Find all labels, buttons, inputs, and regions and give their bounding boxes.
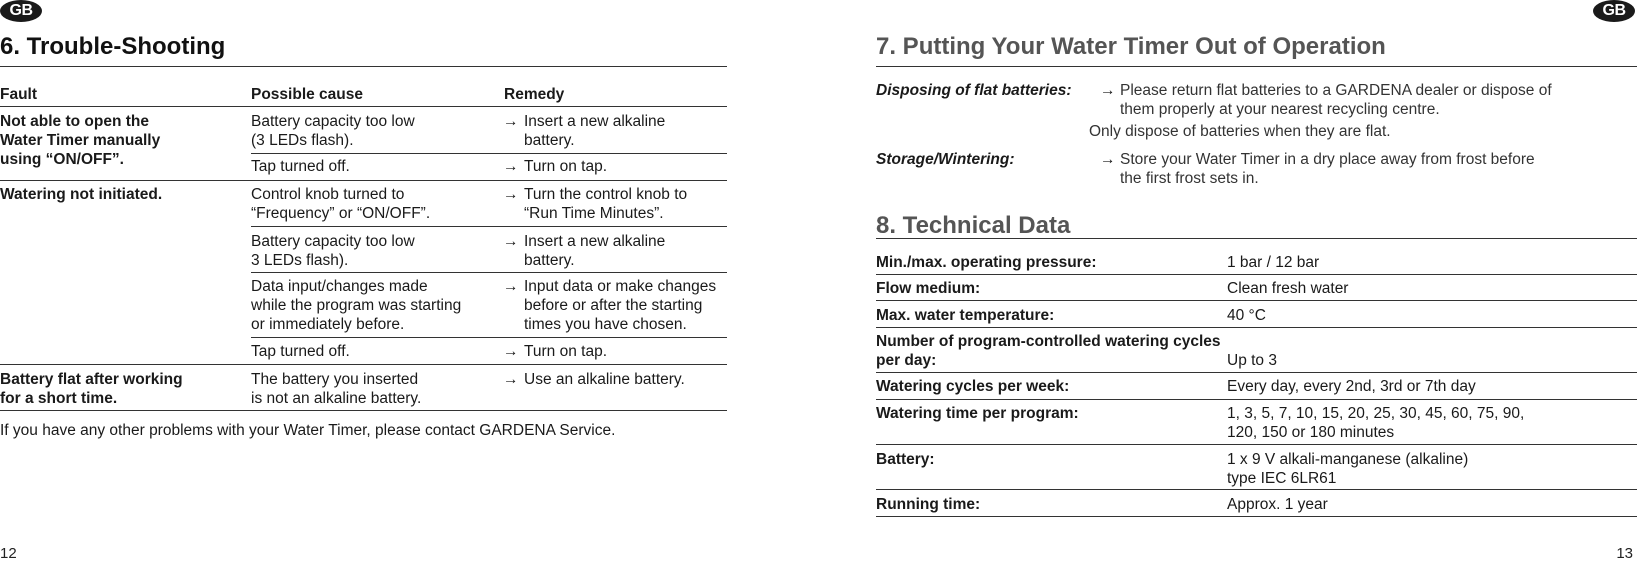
divider — [876, 274, 1637, 275]
arrow-icon: → — [503, 233, 519, 250]
spec-value: Clean fresh water — [1227, 280, 1349, 297]
remedy-cell: Input data or make changes before or after the starting times you have chosen. — [524, 278, 717, 333]
divider — [876, 300, 1637, 301]
spec-label: Max. water temperature: — [876, 307, 1055, 324]
divider — [876, 66, 1637, 67]
gb-language-badge: GB — [1593, 0, 1635, 22]
divider — [0, 410, 727, 411]
divider — [876, 489, 1637, 490]
spec-label: Flow medium: — [876, 280, 981, 297]
header-remedy: Remedy — [504, 86, 565, 103]
fault-cell: Battery flat after working for a short time. — [0, 371, 183, 407]
service-footer-note: If you have any other problems with your Water Timer, please contact GARDENA Service. — [0, 422, 616, 439]
spec-value: Approx. 1 year — [1227, 496, 1328, 513]
remedy-cell: Turn on tap. — [524, 158, 608, 175]
disposing-note: Only dispose of batteries when they are flat. — [1089, 123, 1391, 140]
cause-cell: Data input/changes made while the program was starting or immediately before. — [251, 278, 462, 333]
spec-value: 1 x 9 V alkali-manganese (alkaline) type IEC 6LR61 — [1227, 451, 1469, 487]
cause-cell: Battery capacity too low 3 LEDs flash). — [251, 233, 415, 269]
divider — [0, 106, 727, 107]
spec-label: Watering time per program: — [876, 405, 1079, 422]
divider — [876, 444, 1637, 445]
divider — [876, 372, 1637, 373]
out-of-operation-title: 7. Putting Your Water Timer Out of Operation — [876, 33, 1386, 60]
left-page — [0, 0, 760, 563]
cause-cell: Battery capacity too low (3 LEDs flash). — [251, 113, 415, 149]
disposing-text: Please return flat batteries to a GARDENA dealer or dispose of them properly at your nearest recycling centre. — [1120, 82, 1552, 118]
spec-label: Number of program-controlled watering cycles per day: — [876, 333, 1221, 369]
cause-cell: The battery you inserted is not an alkaline battery. — [251, 371, 422, 407]
technical-data-title: 8. Technical Data — [876, 212, 1071, 239]
remedy-cell: Turn on tap. — [524, 343, 608, 360]
remedy-cell: Insert a new alkaline battery. — [524, 113, 666, 149]
arrow-icon: → — [503, 158, 519, 175]
trouble-shooting-title: 6. Trouble-Shooting — [0, 33, 226, 60]
spec-label: Min./max. operating pressure: — [876, 254, 1097, 271]
spec-value: Every day, every 2nd, 3rd or 7th day — [1227, 378, 1476, 395]
divider — [876, 399, 1637, 400]
remedy-cell: Turn the control knob to “Run Time Minutes”. — [524, 186, 688, 222]
arrow-icon: → — [503, 186, 519, 203]
spec-label: Watering cycles per week: — [876, 378, 1070, 395]
fault-cell: Not able to open the Water Timer manually using “ON/OFF”. — [0, 113, 161, 168]
divider — [251, 226, 727, 227]
divider — [251, 153, 727, 154]
gb-language-badge: GB — [0, 0, 42, 22]
remedy-cell: Insert a new alkaline battery. — [524, 233, 666, 269]
divider — [876, 238, 1637, 239]
header-fault: Fault — [0, 86, 38, 103]
divider — [0, 364, 727, 365]
page-number: 13 — [1616, 545, 1633, 562]
right-page — [876, 0, 1637, 563]
storage-text: Store your Water Timer in a dry place away from frost before the first frost sets in. — [1120, 151, 1535, 187]
disposing-label: Disposing of flat batteries: — [876, 82, 1072, 99]
arrow-icon: → — [503, 113, 519, 130]
spec-value: 1 bar / 12 bar — [1227, 254, 1320, 271]
cause-cell: Tap turned off. — [251, 343, 350, 360]
divider — [0, 66, 727, 67]
header-cause: Possible cause — [251, 86, 364, 103]
arrow-icon: → — [503, 343, 519, 360]
divider — [0, 180, 727, 181]
remedy-cell: Use an alkaline battery. — [524, 371, 685, 388]
arrow-icon: → — [503, 371, 519, 388]
divider — [876, 516, 1637, 517]
divider — [251, 337, 727, 338]
arrow-icon: → — [503, 278, 519, 295]
fault-cell: Watering not initiated. — [0, 186, 163, 203]
spec-label: Battery: — [876, 451, 935, 468]
divider — [251, 272, 727, 273]
arrow-icon: → — [1100, 151, 1116, 168]
cause-cell: Control knob turned to “Frequency” or “ON/OFF”. — [251, 186, 431, 222]
spec-label: Running time: — [876, 496, 981, 513]
spec-value: Up to 3 — [1227, 352, 1277, 369]
arrow-icon: → — [1100, 82, 1116, 99]
divider — [876, 327, 1637, 328]
storage-label: Storage/Wintering: — [876, 151, 1015, 168]
cause-cell: Tap turned off. — [251, 158, 350, 175]
spec-value: 40 °C — [1227, 307, 1266, 324]
page-number: 12 — [0, 545, 17, 562]
spec-value: 1, 3, 5, 7, 10, 15, 20, 25, 30, 45, 60, 75, 90, 120, 150 or 180 minutes — [1227, 405, 1525, 441]
